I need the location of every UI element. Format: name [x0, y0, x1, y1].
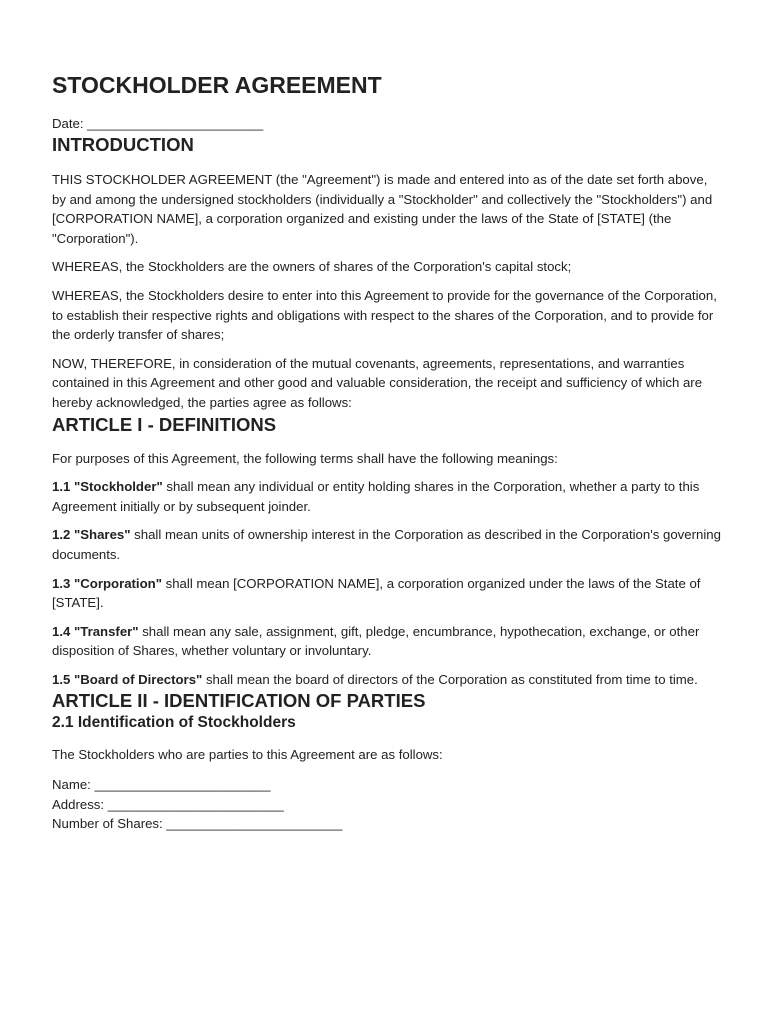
definition-text: shall mean any individual or entity holding shares in the Corporation, whether a party to this Agreement initially or by subsequent joinder. — [52, 479, 700, 514]
date-field: Date: ________________________ — [52, 116, 264, 131]
definition-text: shall mean units of ownership interest in the Corporation as described in the Corporation's governing documents. — [52, 527, 721, 562]
number-of-shares-field: Number of Shares: ________________________ — [52, 816, 343, 832]
definition-term: 1.4 "Transfer" — [52, 623, 139, 639]
definitions-lead: For purposes of this Agreement, the following terms shall have the following meanings: — [52, 450, 558, 466]
article-2-heading: ARTICLE II - IDENTIFICATION OF PARTIES — [52, 690, 426, 712]
parties-lead: The Stockholders who are parties to this Agreement are as follows: — [52, 747, 443, 763]
definition-text: shall mean the board of directors of the Corporation as constituted from time to time. — [202, 671, 698, 687]
now-therefore-paragraph: NOW, THEREFORE, in consideration of the mutual covenants, agreements, representations, and warranties contained in this Agreement and other good and valuable consideration, the receipt and sufficiency of which are hereby acknowledged, the parties agree as follows: — [52, 355, 703, 410]
definition-item — [52, 574, 724, 613]
article-1-heading: ARTICLE I - DEFINITIONS — [52, 413, 277, 435]
definition-item — [52, 477, 724, 516]
definition-term: 1.2 "Shares" — [52, 527, 131, 543]
definition-term: 1.5 "Board of Directors" — [52, 671, 203, 687]
definition-text: shall mean [CORPORATION NAME], a corporation organized under the laws of the State of [STATE]. — [52, 575, 701, 611]
definition-term: 1.1 "Stockholder" — [52, 479, 163, 495]
document-title: STOCKHOLDER AGREEMENT — [52, 72, 382, 98]
definition-text: shall mean any sale, assignment, gift, pledge, encumbrance, hypothecation, exchange, or other disposition of Shares, whether voluntary or involuntary. — [52, 623, 700, 659]
stockholder-fields — [52, 775, 724, 834]
definition-item — [52, 525, 724, 564]
intro-paragraph: THIS STOCKHOLDER AGREEMENT (the "Agreement") is made and entered into as of the date set forth above, by and among the undersigned stockholders (individually a "Stockholder" and collectively the "Stockholders") and [CORPORATION NAME], a corporation organized and existing under the laws of the State of [STATE] (the "Corporation"). — [52, 172, 713, 246]
address-field: Address: ________________________ — [52, 796, 284, 812]
section-2-1-heading: 2.1 Identification of Stockholders — [52, 714, 296, 732]
definition-item — [52, 622, 724, 661]
definition-term: 1.3 "Corporation" — [52, 575, 162, 591]
document-page — [52, 70, 724, 834]
whereas-paragraph: WHEREAS, the Stockholders are the owners of shares of the Corporation's capital stock; — [52, 259, 572, 275]
definition-item — [52, 670, 724, 690]
whereas-paragraph: WHEREAS, the Stockholders desire to enter into this Agreement to provide for the governance of the Corporation, to establish their respective rights and obligations with respect to the shares of the Corporation, and to provide for the orderly transfer of shares; — [52, 287, 717, 343]
introduction-heading: INTRODUCTION — [52, 134, 194, 155]
name-field: Name: ________________________ — [52, 777, 271, 793]
